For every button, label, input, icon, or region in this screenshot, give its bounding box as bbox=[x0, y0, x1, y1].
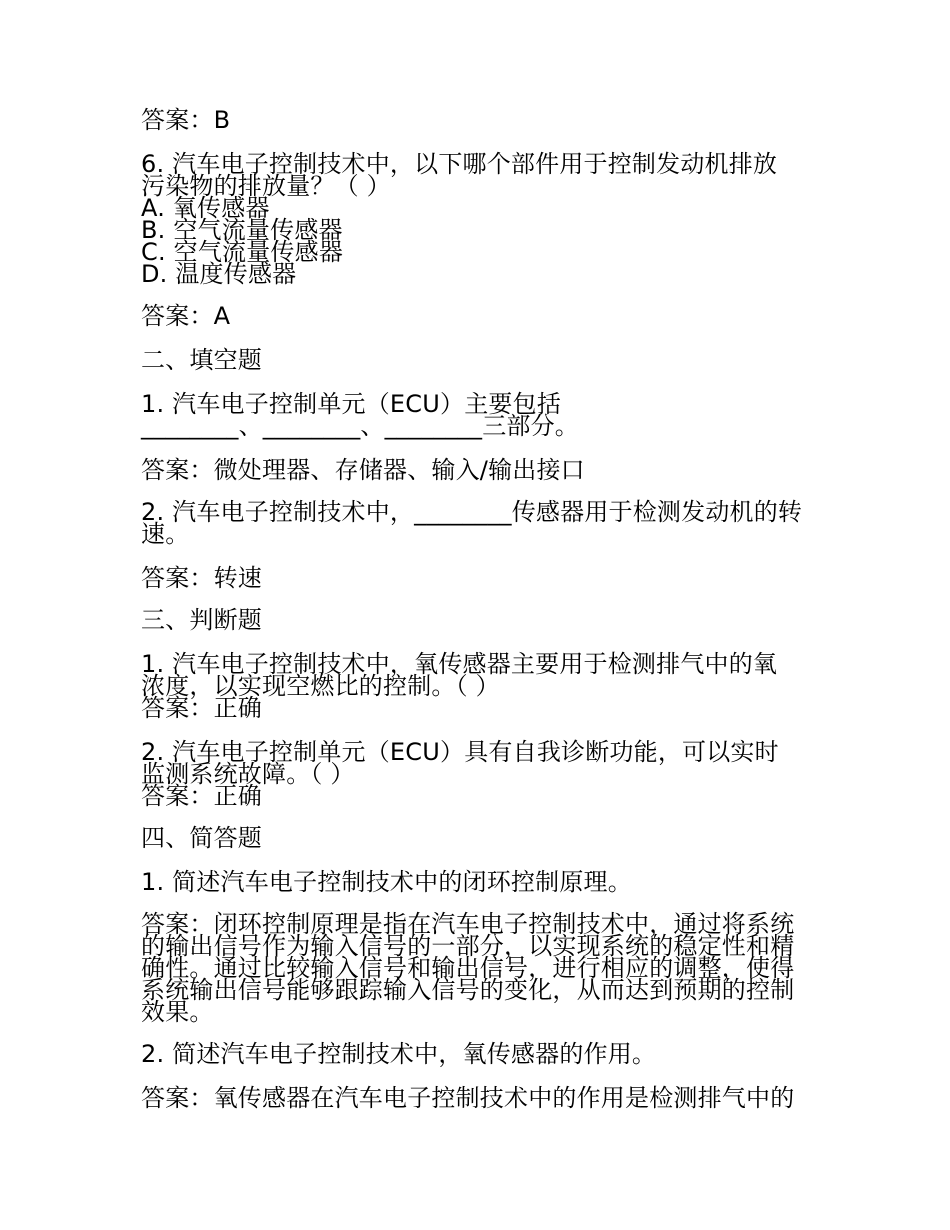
short-q2: 2. 简述汽车电子控制技术中，氧传感器的作用。 bbox=[141, 1040, 657, 1068]
answer-short-q1-line-5: 效果。 bbox=[141, 998, 214, 1026]
answer-tf-q2: 答案：正确 bbox=[141, 782, 262, 810]
fill-q1-line-2: ________、________、________三部分。 bbox=[141, 412, 579, 440]
answer-short-q1-line-1: 答案：闭环控制原理是指在汽车电子控制技术中，通过将系统 bbox=[141, 910, 795, 938]
answer-short-q1-line-4: 系统输出信号能够跟踪输入信号的变化，从而达到预期的控制 bbox=[141, 976, 795, 1004]
answer-q6: 答案：A bbox=[141, 302, 231, 330]
tf-q1-line-1: 1. 汽车电子控制技术中，氧传感器主要用于检测排气中的氧 bbox=[141, 650, 778, 678]
question-6-line-1: 6. 汽车电子控制技术中，以下哪个部件用于控制发动机排放 bbox=[141, 150, 778, 178]
question-6-line-2: 污染物的排放量？（ ） bbox=[141, 172, 391, 200]
answer-short-q1-line-3: 确性。通过比较输入信号和输出信号，进行相应的调整，使得 bbox=[141, 954, 795, 982]
answer-fill-q1: 答案：微处理器、存储器、输入/输出接口 bbox=[141, 456, 585, 484]
option-c: C. 空气流量传感器 bbox=[141, 238, 344, 266]
answer-fill-q2: 答案：转速 bbox=[141, 564, 262, 592]
option-a: A. 氧传感器 bbox=[141, 194, 270, 222]
section-heading-true-false: 三、判断题 bbox=[141, 606, 262, 634]
fill-q1-line-1: 1. 汽车电子控制单元（ECU）主要包括 bbox=[141, 390, 562, 418]
fill-q2-line-1: 2. 汽车电子控制技术中，________传感器用于检测发动机的转 bbox=[141, 498, 803, 526]
answer-short-q1-line-2: 的输出信号作为输入信号的一部分，以实现系统的稳定性和精 bbox=[141, 932, 795, 960]
tf-q2-line-2: 监测系统故障。（ ） bbox=[141, 760, 355, 788]
option-d: D. 温度传感器 bbox=[141, 260, 297, 288]
tf-q1-line-2: 浓度，以实现空燃比的控制。（ ） bbox=[141, 672, 500, 700]
option-b: B. 空气流量传感器 bbox=[141, 216, 343, 244]
section-heading-fill-blank: 二、填空题 bbox=[141, 346, 262, 374]
fill-q2-line-2: 速。 bbox=[141, 520, 190, 548]
short-q1: 1. 简述汽车电子控制技术中的闭环控制原理。 bbox=[141, 868, 632, 896]
tf-q2-line-1: 2. 汽车电子控制单元（ECU）具有自我诊断功能，可以实时 bbox=[141, 738, 779, 766]
section-heading-short-answer: 四、简答题 bbox=[141, 824, 262, 852]
answer-short-q2-line-1: 答案：氧传感器在汽车电子控制技术中的作用是检测排气中的 bbox=[141, 1084, 795, 1112]
answer-q5: 答案：B bbox=[141, 106, 231, 134]
answer-tf-q1: 答案：正确 bbox=[141, 694, 262, 722]
